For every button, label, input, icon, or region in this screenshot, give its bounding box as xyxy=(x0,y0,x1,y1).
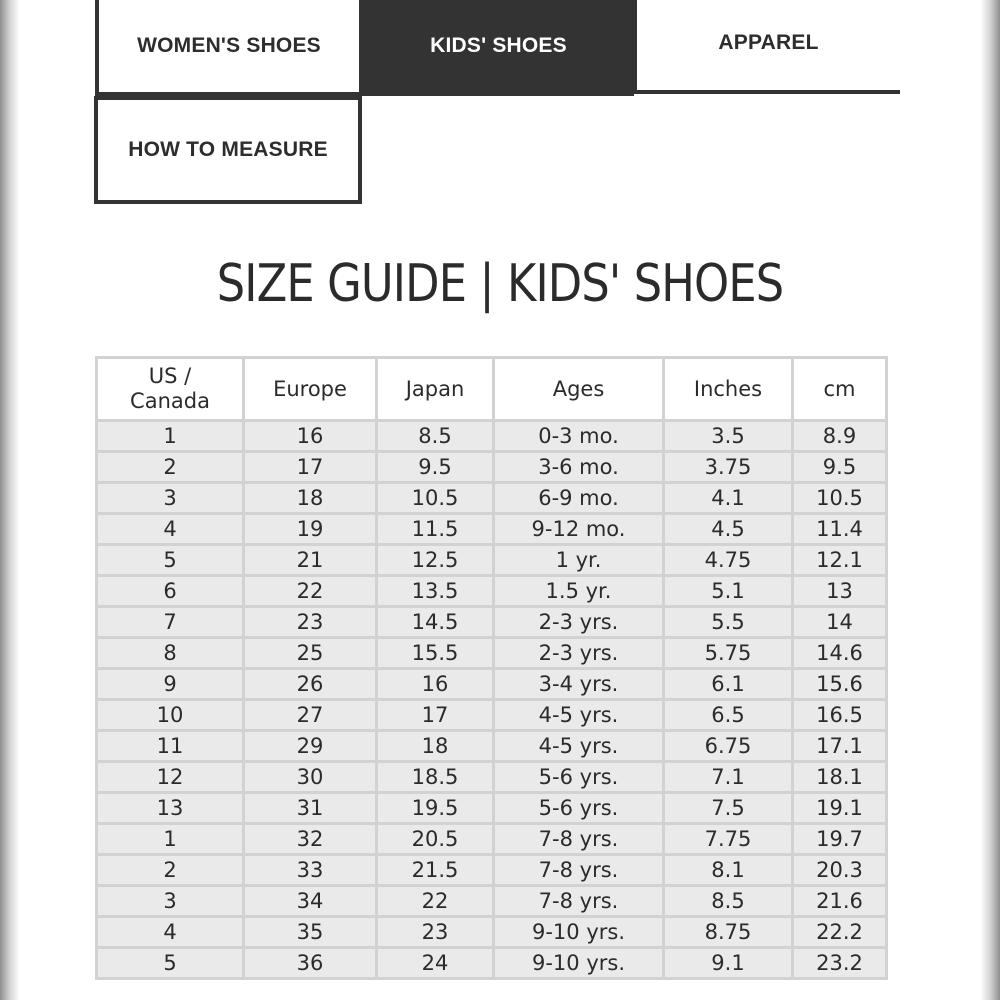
cell-cm: 15.6 xyxy=(793,669,887,700)
cell-europe: 33 xyxy=(244,855,377,886)
column-header-ages: Ages xyxy=(494,358,664,421)
cell-cm: 12.1 xyxy=(793,545,887,576)
table-body xyxy=(97,421,887,979)
header-us-line: US / xyxy=(148,364,192,388)
cell-ages: 3-6 mo. xyxy=(494,452,664,483)
cell-cm: 19.7 xyxy=(793,824,887,855)
table-row xyxy=(97,855,887,886)
cell-us-canada: 3 xyxy=(97,886,244,917)
cell-cm: 16.5 xyxy=(793,700,887,731)
cell-inches: 9.1 xyxy=(664,948,793,979)
cell-us-canada: 2 xyxy=(97,452,244,483)
table-row xyxy=(97,948,887,979)
cell-us-canada: 3 xyxy=(97,483,244,514)
tab-apparel[interactable]: APPAREL xyxy=(634,0,900,94)
table-row xyxy=(97,886,887,917)
column-header-inches: Inches xyxy=(664,358,793,421)
cell-europe: 36 xyxy=(244,948,377,979)
cell-inches: 6.5 xyxy=(664,700,793,731)
cell-inches: 4.1 xyxy=(664,483,793,514)
column-header-europe: Europe xyxy=(244,358,377,421)
cell-ages: 5-6 yrs. xyxy=(494,793,664,824)
cell-cm: 18.1 xyxy=(793,762,887,793)
cell-cm: 8.9 xyxy=(793,421,887,452)
cell-inches: 4.75 xyxy=(664,545,793,576)
table-row xyxy=(97,762,887,793)
cell-us-canada: 5 xyxy=(97,545,244,576)
cell-us-canada: 9 xyxy=(97,669,244,700)
cell-europe: 18 xyxy=(244,483,377,514)
cell-japan: 18 xyxy=(377,731,494,762)
cell-us-canada: 6 xyxy=(97,576,244,607)
cell-inches: 4.5 xyxy=(664,514,793,545)
cell-ages: 7-8 yrs. xyxy=(494,855,664,886)
page-title: SIZE GUIDE | KIDS' SHOES xyxy=(216,254,784,314)
cell-us-canada: 4 xyxy=(97,917,244,948)
cell-us-canada: 11 xyxy=(97,731,244,762)
cell-europe: 27 xyxy=(244,700,377,731)
cell-ages: 7-8 yrs. xyxy=(494,824,664,855)
size-table-container xyxy=(95,356,888,980)
cell-us-canada: 5 xyxy=(97,948,244,979)
cell-us-canada: 4 xyxy=(97,514,244,545)
table-header-row xyxy=(97,358,887,421)
cell-ages: 7-8 yrs. xyxy=(494,886,664,917)
table-row xyxy=(97,917,887,948)
cell-cm: 14 xyxy=(793,607,887,638)
cell-ages: 9-10 yrs. xyxy=(494,917,664,948)
cell-ages: 5-6 yrs. xyxy=(494,762,664,793)
cell-inches: 3.75 xyxy=(664,452,793,483)
table-row xyxy=(97,731,887,762)
cell-inches: 5.5 xyxy=(664,607,793,638)
cell-japan: 10.5 xyxy=(377,483,494,514)
tab-womens-shoes[interactable]: WOMEN'S SHOES xyxy=(95,0,363,96)
table-row xyxy=(97,514,887,545)
cell-europe: 34 xyxy=(244,886,377,917)
cell-inches: 6.75 xyxy=(664,731,793,762)
cell-europe: 19 xyxy=(244,514,377,545)
tab-how-to-measure[interactable]: HOW TO MEASURE xyxy=(94,96,362,204)
table-row xyxy=(97,576,887,607)
cell-cm: 10.5 xyxy=(793,483,887,514)
cell-europe: 35 xyxy=(244,917,377,948)
cell-cm: 9.5 xyxy=(793,452,887,483)
cell-ages: 6-9 mo. xyxy=(494,483,664,514)
header-canada-line: Canada xyxy=(130,389,210,413)
cell-europe: 26 xyxy=(244,669,377,700)
cell-inches: 3.5 xyxy=(664,421,793,452)
cell-us-canada: 12 xyxy=(97,762,244,793)
table-row xyxy=(97,669,887,700)
cell-ages: 4-5 yrs. xyxy=(494,731,664,762)
table-row xyxy=(97,824,887,855)
column-header-us-canada xyxy=(97,358,244,421)
table-row xyxy=(97,421,887,452)
cell-japan: 11.5 xyxy=(377,514,494,545)
cell-inches: 8.1 xyxy=(664,855,793,886)
cell-europe: 22 xyxy=(244,576,377,607)
table-row xyxy=(97,483,887,514)
cell-inches: 5.1 xyxy=(664,576,793,607)
cell-inches: 6.1 xyxy=(664,669,793,700)
cell-europe: 32 xyxy=(244,824,377,855)
cell-europe: 25 xyxy=(244,638,377,669)
cell-europe: 29 xyxy=(244,731,377,762)
cell-europe: 17 xyxy=(244,452,377,483)
cell-us-canada: 8 xyxy=(97,638,244,669)
cell-inches: 7.1 xyxy=(664,762,793,793)
table-row xyxy=(97,793,887,824)
table-row xyxy=(97,607,887,638)
cell-ages: 2-3 yrs. xyxy=(494,607,664,638)
cell-us-canada: 7 xyxy=(97,607,244,638)
table-row xyxy=(97,700,887,731)
cell-us-canada: 13 xyxy=(97,793,244,824)
cell-cm: 14.6 xyxy=(793,638,887,669)
cell-japan: 24 xyxy=(377,948,494,979)
cell-europe: 31 xyxy=(244,793,377,824)
cell-inches: 7.75 xyxy=(664,824,793,855)
cell-us-canada: 2 xyxy=(97,855,244,886)
cell-inches: 7.5 xyxy=(664,793,793,824)
cell-ages: 3-4 yrs. xyxy=(494,669,664,700)
cell-cm: 13 xyxy=(793,576,887,607)
table-row xyxy=(97,452,887,483)
cell-ages: 4-5 yrs. xyxy=(494,700,664,731)
cell-japan: 15.5 xyxy=(377,638,494,669)
cell-inches: 8.5 xyxy=(664,886,793,917)
cell-japan: 21.5 xyxy=(377,855,494,886)
cell-japan: 9.5 xyxy=(377,452,494,483)
cell-japan: 13.5 xyxy=(377,576,494,607)
column-header-cm: cm xyxy=(793,358,887,421)
cell-inches: 8.75 xyxy=(664,917,793,948)
table-row xyxy=(97,638,887,669)
cell-japan: 14.5 xyxy=(377,607,494,638)
cell-ages: 2-3 yrs. xyxy=(494,638,664,669)
cell-japan: 18.5 xyxy=(377,762,494,793)
cell-cm: 20.3 xyxy=(793,855,887,886)
tab-kids-shoes[interactable]: KIDS' SHOES xyxy=(363,0,634,96)
column-header-japan: Japan xyxy=(377,358,494,421)
cell-cm: 21.6 xyxy=(793,886,887,917)
cell-ages: 9-10 yrs. xyxy=(494,948,664,979)
cell-japan: 19.5 xyxy=(377,793,494,824)
cell-japan: 17 xyxy=(377,700,494,731)
cell-europe: 23 xyxy=(244,607,377,638)
cell-europe: 16 xyxy=(244,421,377,452)
cell-ages: 1.5 yr. xyxy=(494,576,664,607)
cell-cm: 23.2 xyxy=(793,948,887,979)
cell-japan: 22 xyxy=(377,886,494,917)
cell-japan: 16 xyxy=(377,669,494,700)
cell-cm: 17.1 xyxy=(793,731,887,762)
cell-cm: 11.4 xyxy=(793,514,887,545)
cell-ages: 9-12 mo. xyxy=(494,514,664,545)
cell-japan: 12.5 xyxy=(377,545,494,576)
table-row xyxy=(97,545,887,576)
cell-europe: 21 xyxy=(244,545,377,576)
cell-cm: 22.2 xyxy=(793,917,887,948)
cell-inches: 5.75 xyxy=(664,638,793,669)
cell-cm: 19.1 xyxy=(793,793,887,824)
cell-us-canada: 1 xyxy=(97,421,244,452)
cell-europe: 30 xyxy=(244,762,377,793)
cell-japan: 23 xyxy=(377,917,494,948)
cell-japan: 8.5 xyxy=(377,421,494,452)
cell-ages: 1 yr. xyxy=(494,545,664,576)
cell-ages: 0-3 mo. xyxy=(494,421,664,452)
cell-us-canada: 1 xyxy=(97,824,244,855)
cell-us-canada: 10 xyxy=(97,700,244,731)
cell-japan: 20.5 xyxy=(377,824,494,855)
size-table xyxy=(95,356,888,980)
